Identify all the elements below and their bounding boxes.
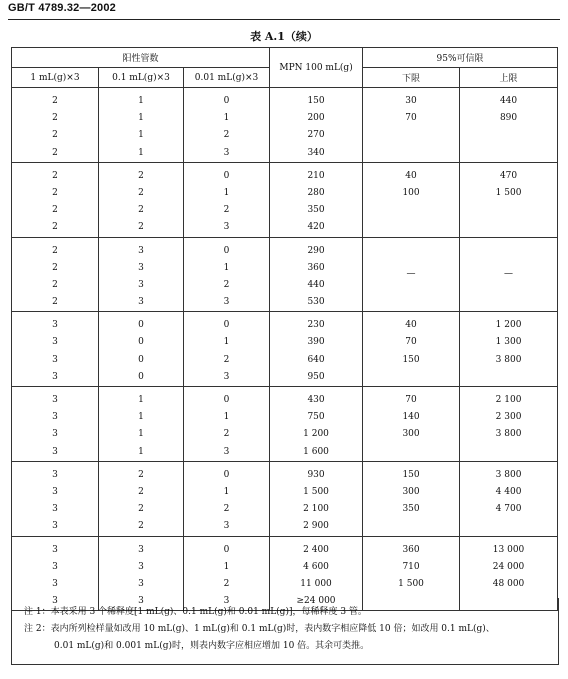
- cell-value: 3: [52, 596, 58, 607]
- cell-value: 150: [402, 354, 420, 365]
- col-01ml-cell: [99, 312, 184, 387]
- upper-limit-header: 上限: [460, 68, 558, 88]
- cell-value: 1: [138, 446, 144, 457]
- cell-value: 710: [402, 561, 420, 572]
- cell-value: 1 500: [398, 578, 424, 589]
- cell-value: 140: [402, 412, 420, 423]
- cell-value: 440: [499, 96, 518, 106]
- cell-value: 1 200: [495, 320, 522, 331]
- cell-value: 2: [223, 504, 230, 515]
- cell-value: 1: [223, 113, 230, 124]
- cell-value: 0: [223, 170, 230, 181]
- cell-value: 1: [138, 412, 144, 423]
- cell-value: 2: [138, 521, 144, 532]
- upper-limit-cell: [460, 312, 558, 387]
- cell-value: 1: [223, 337, 230, 348]
- mpn-cell: [270, 387, 363, 462]
- cell-value: 2: [138, 469, 144, 480]
- mpn-cell: [270, 312, 363, 387]
- cell-value: 230: [307, 320, 325, 331]
- cell-value: 0: [223, 96, 230, 106]
- cell-value: 2 900: [303, 521, 329, 532]
- cell-value: 3: [223, 147, 230, 158]
- cell-value: 40: [405, 170, 417, 181]
- cell-value: 0: [223, 469, 230, 480]
- cell-value: —: [504, 268, 514, 279]
- cell-value: 3: [138, 596, 144, 607]
- col-01ml-cell: [99, 162, 184, 237]
- cell-value: 470: [499, 170, 518, 181]
- mpn-cell: [270, 162, 363, 237]
- upper-limit-cell: [460, 387, 558, 462]
- cell-value: 2: [52, 222, 58, 233]
- cell-value: 3: [52, 486, 58, 497]
- cell-value: 2: [52, 96, 58, 106]
- lower-limit-cell: [363, 312, 460, 387]
- header-rule: [8, 19, 560, 20]
- cell-value: 950: [307, 371, 325, 382]
- mpn-cell: [270, 461, 363, 536]
- col-001ml-header: 0.01 mL(g)×3: [184, 68, 270, 88]
- cell-value: 0: [138, 371, 144, 382]
- cell-value: 70: [405, 395, 417, 405]
- cell-value: 1: [138, 96, 144, 106]
- cell-value: 350: [307, 205, 325, 216]
- lower-limit-cell: [363, 88, 460, 163]
- lower-limit-cell: [363, 237, 460, 312]
- cell-value: 3: [52, 544, 58, 555]
- cell-value: 1 500: [303, 486, 329, 497]
- cell-value: 0: [223, 320, 230, 331]
- table-body: [12, 88, 558, 611]
- cell-value: 1: [138, 113, 144, 124]
- cell-value: 3: [52, 469, 58, 480]
- cell-value: 1: [138, 395, 144, 405]
- table-group-row: [12, 88, 558, 163]
- cell-value: 3: [223, 596, 230, 607]
- mpn-header: MPN 100 mL(g): [270, 48, 363, 88]
- cell-value: 150: [402, 469, 420, 480]
- cell-value: 0: [223, 544, 230, 555]
- cell-value: 2: [138, 222, 144, 233]
- cell-value: 3: [52, 561, 58, 572]
- positive-tubes-header: 阳性管数: [12, 48, 270, 68]
- cell-value: 280: [307, 187, 325, 198]
- ci-header: 95%可信限: [363, 48, 558, 68]
- col-1ml-cell: [12, 88, 99, 163]
- cell-value: 3: [223, 521, 230, 532]
- cell-value: 430: [307, 395, 325, 405]
- cell-value: 3: [52, 521, 58, 532]
- lower-limit-cell: [363, 461, 460, 536]
- cell-value: 3: [138, 561, 144, 572]
- cell-value: 24 000: [492, 561, 525, 572]
- col-01ml-cell: [99, 387, 184, 462]
- cell-value: 360: [307, 262, 325, 273]
- col-1ml-cell: [12, 387, 99, 462]
- cell-value: 3: [138, 544, 144, 555]
- cell-value: 40: [405, 320, 417, 331]
- cell-value: 1 200: [303, 429, 329, 440]
- cell-value: 2: [52, 279, 58, 290]
- cell-value: 1 300: [495, 337, 522, 348]
- cell-value: 3: [52, 504, 58, 515]
- cell-value: 2: [52, 147, 58, 158]
- col-001ml-cell: [184, 237, 270, 312]
- cell-value: 4 600: [303, 561, 329, 572]
- cell-value: 2: [52, 205, 58, 216]
- table-group-row: [12, 461, 558, 536]
- table-title: 表 A.1（续）: [250, 30, 318, 43]
- cell-value: 3: [223, 371, 230, 382]
- cell-value: 3: [52, 354, 58, 365]
- upper-limit-cell: [460, 237, 558, 312]
- note-1: 注 1：本表采用 3 个稀释度[1 mL(g)、0.1 mL(g)和 0.01 mL(g)]，每稀释度 3 管。: [24, 607, 367, 617]
- col-01ml-header: 0.1 mL(g)×3: [99, 68, 184, 88]
- col-001ml-cell: [184, 461, 270, 536]
- cell-value: 3: [52, 395, 58, 405]
- cell-value: 440: [307, 279, 325, 290]
- cell-value: 3: [223, 446, 230, 457]
- col-01ml-cell: [99, 461, 184, 536]
- cell-value: 2: [138, 187, 144, 198]
- standard-code: GB/T 4789.32—2002: [8, 2, 116, 14]
- cell-value: 750: [307, 412, 325, 423]
- cell-value: 2: [52, 187, 58, 198]
- cell-value: 2: [138, 486, 144, 497]
- upper-limit-cell: [460, 88, 558, 163]
- cell-value: 3: [52, 320, 58, 331]
- cell-value: 13 000: [492, 544, 525, 555]
- cell-value: 2: [223, 205, 230, 216]
- cell-value: 2: [223, 130, 230, 141]
- table-group-row: [12, 312, 558, 387]
- cell-value: 3: [138, 578, 144, 589]
- cell-value: 150: [307, 96, 325, 106]
- col-01ml-cell: [99, 237, 184, 312]
- table-notes: [11, 598, 559, 665]
- cell-value: —: [406, 268, 416, 279]
- table-group-row: [12, 162, 558, 237]
- cell-value: 890: [499, 113, 518, 124]
- cell-value: 3: [52, 429, 58, 440]
- cell-value: 640: [307, 354, 325, 365]
- cell-value: 2 100: [495, 395, 522, 405]
- cell-value: 1 600: [303, 446, 329, 457]
- lower-limit-cell: [363, 387, 460, 462]
- cell-value: 420: [307, 222, 325, 233]
- table-group-row: [12, 387, 558, 462]
- cell-value: 3: [138, 262, 144, 273]
- cell-value: 2: [138, 170, 144, 181]
- cell-value: 0: [223, 395, 230, 405]
- lower-limit-cell: [363, 162, 460, 237]
- note-2-line-1: 注 2：表内所列检样量如改用 10 mL(g)、1 mL(g)和 0.1 mL(g)时，表内数字相应降低 10 倍；如改用 0.1 mL(g)、: [24, 624, 495, 634]
- cell-value: 930: [307, 469, 325, 480]
- cell-value: 11 000: [300, 578, 332, 589]
- cell-value: 0: [138, 320, 144, 331]
- cell-value: 1: [223, 412, 230, 423]
- cell-value: 390: [307, 337, 325, 348]
- cell-value: 3: [52, 337, 58, 348]
- cell-value: 3: [52, 578, 58, 589]
- cell-value: 1: [223, 486, 230, 497]
- cell-value: 0: [138, 337, 144, 348]
- cell-value: 1: [138, 147, 144, 158]
- cell-value: 1: [223, 262, 230, 273]
- cell-value: 1: [223, 187, 230, 198]
- mpn-cell: [270, 237, 363, 312]
- lower-limit-header: 下限: [363, 68, 460, 88]
- cell-value: 2: [138, 504, 144, 515]
- cell-value: 200: [307, 113, 325, 124]
- cell-value: 3: [223, 222, 230, 233]
- cell-value: 2 400: [303, 544, 329, 555]
- cell-value: 100: [402, 187, 420, 198]
- mpn-table: [11, 47, 558, 611]
- cell-value: 2: [52, 170, 58, 181]
- cell-value: 4 400: [495, 486, 522, 497]
- cell-value: 70: [405, 113, 417, 124]
- note-2-line-2: 0.01 mL(g)和 0.001 mL(g)时，则表内数字应相应增加 10 倍。其余可类推。: [54, 641, 370, 651]
- cell-value: 3 800: [495, 469, 522, 480]
- cell-value: 2: [52, 130, 58, 141]
- cell-value: 1: [223, 561, 230, 572]
- upper-limit-cell: [460, 162, 558, 237]
- cell-value: 340: [307, 147, 325, 158]
- col-1ml-header: 1 mL(g)×3: [12, 68, 99, 88]
- cell-value: 360: [402, 544, 420, 555]
- cell-value: 2: [138, 205, 144, 216]
- upper-limit-cell: [460, 461, 558, 536]
- cell-value: 3: [52, 412, 58, 423]
- table-group-row: [12, 237, 558, 312]
- cell-value: 1 500: [495, 187, 522, 198]
- cell-value: 300: [402, 486, 420, 497]
- col-001ml-cell: [184, 312, 270, 387]
- cell-value: 4 700: [495, 504, 522, 515]
- cell-value: 2: [223, 429, 230, 440]
- cell-value: 3 800: [495, 429, 522, 440]
- cell-value: 210: [307, 170, 325, 181]
- cell-value: 2 300: [495, 412, 522, 423]
- cell-value: 530: [307, 297, 325, 308]
- cell-value: 2: [52, 297, 58, 308]
- cell-value: 2: [223, 354, 230, 365]
- col-01ml-cell: [99, 88, 184, 163]
- cell-value: 3: [138, 245, 144, 256]
- mpn-cell: [270, 88, 363, 163]
- cell-value: 3: [52, 446, 58, 457]
- cell-value: 70: [405, 337, 417, 348]
- col-1ml-cell: [12, 237, 99, 312]
- col-001ml-cell: [184, 162, 270, 237]
- cell-value: 3: [223, 297, 230, 308]
- cell-value: 350: [402, 504, 420, 515]
- col-1ml-cell: [12, 461, 99, 536]
- cell-value: 2: [223, 279, 230, 290]
- col-1ml-cell: [12, 312, 99, 387]
- cell-value: 2: [223, 578, 230, 589]
- cell-value: 3: [52, 371, 58, 382]
- cell-value: 300: [402, 429, 420, 440]
- cell-value: 48 000: [492, 578, 525, 589]
- col-1ml-cell: [12, 162, 99, 237]
- cell-value: 1: [138, 130, 144, 141]
- cell-value: 3: [138, 279, 144, 290]
- cell-value: 3: [138, 297, 144, 308]
- cell-value: 2: [52, 245, 58, 256]
- cell-value: 2 100: [303, 504, 329, 515]
- cell-value: 3 800: [495, 354, 522, 365]
- cell-value: 30: [405, 96, 417, 106]
- col-001ml-cell: [184, 387, 270, 462]
- cell-value: 2: [52, 262, 58, 273]
- cell-value: 270: [307, 130, 325, 141]
- cell-value: 1: [138, 429, 144, 440]
- cell-value: 2: [52, 113, 58, 124]
- cell-value: 290: [307, 245, 325, 256]
- col-001ml-cell: [184, 88, 270, 163]
- cell-value: ≥24 000: [296, 596, 336, 607]
- cell-value: 0: [223, 245, 230, 256]
- cell-value: 0: [138, 354, 144, 365]
